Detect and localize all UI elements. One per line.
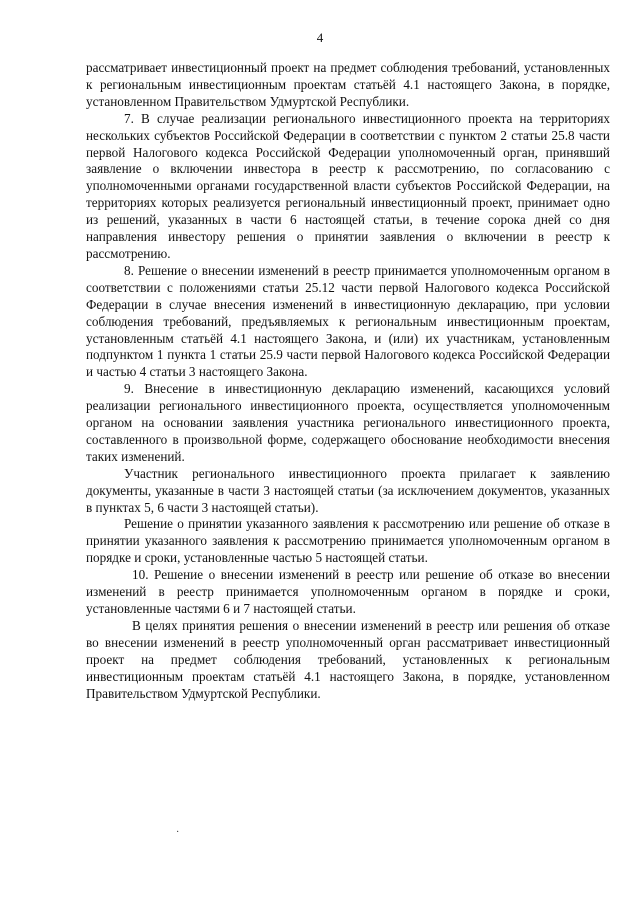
paragraph-10: 10. Решение о внесении изменений в реестр или решение об отказе во внесении изменений в реестр принимается уполномоченным органом в порядке и сроки, установленные частями 6 и 7 настоящей статьи. xyxy=(86,567,610,616)
paragraph-10-review: В целях принятия решения о внесении изменений в реестр или решения об отказе во внесении изменений в реестр уполномоченный орган рассматривает инвестиционный проект на предмет соблюдения требований, установленных к региональным инвестиционным проектам статьёй 4.1 настоящего Закона, в порядке, установленном Правительством Удмуртской Республики. xyxy=(86,617,610,701)
paragraph-8: 8. Решение о внесении изменений в реестр принимается уполномоченным органом в соответствии с положениями статьи 25.12 части первой Налогового кодекса Российской Федерации в случае внесения изменений в инвестиционную декларацию, при условии соблюдения требований, предъявляемых к региональным инвестиционным проектам, установленным статьёй 4.1 настоящего Закона, и (или) их участникам, установленным подпунктом 1 пункта 1 статьи 25.9 части первой Налогового кодекса Российской Федерации и частью 4 статьи 3 настоящего Закона. xyxy=(86,262,610,380)
page-number: 4 xyxy=(316,30,324,45)
scan-speck: · xyxy=(176,827,180,838)
paragraph-continuation: рассматривает инвестиционный проект на предмет соблюдения требований, установленных к региональным инвестиционным проектам статьёй 4.1 настоящего Закона, в порядке, установленном Правительством Удмуртской Республики. xyxy=(86,60,610,109)
document-body xyxy=(86,60,610,702)
paragraph-9: 9. Внесение в инвестиционную декларацию изменений, касающихся условий реализации регионального инвестиционного проекта, осуществляется уполномоченным органом на основании заявления участника регионального инвестиционного проекта, составленного в произвольной форме, содержащего обоснование необходимости внесения таких изменений. xyxy=(86,381,610,464)
paragraph-9-decision: Решение о принятии указанного заявления к рассмотрению или решение об отказе в принятии указанного заявления к рассмотрению принимается уполномоченным органом в порядке и сроки, установленные частью 5 настоящей статьи. xyxy=(86,516,610,566)
paragraph-7: 7. В случае реализации регионального инвестиционного проекта на территориях нескольких субъектов Российской Федерации в соответствии с пунктом 2 статьи 25.8 части первой Налогового кодекса Российской Федерации уполномоченный орган, принявший заявление о включении инвестора в реестр к рассмотрению, по согласованию с уполномоченными органами государственной власти субъектов Российской Федерации, на территориях которых реализуется региональный инвестиционный проект, принимает одно из решений, указанных в части 6 настоящей статьи, в течение сорока дней со дня направления инвестору решения о принятии заявления о включении в реестр к рассмотрению. xyxy=(86,110,610,261)
paragraph-9-participant: Участник регионального инвестиционного проекта прилагает к заявлению документы, указанные в части 3 настоящей статьи (за исключением документов, указанных в пунктах 5, 6 части 3 настоящей статьи). xyxy=(86,465,610,515)
